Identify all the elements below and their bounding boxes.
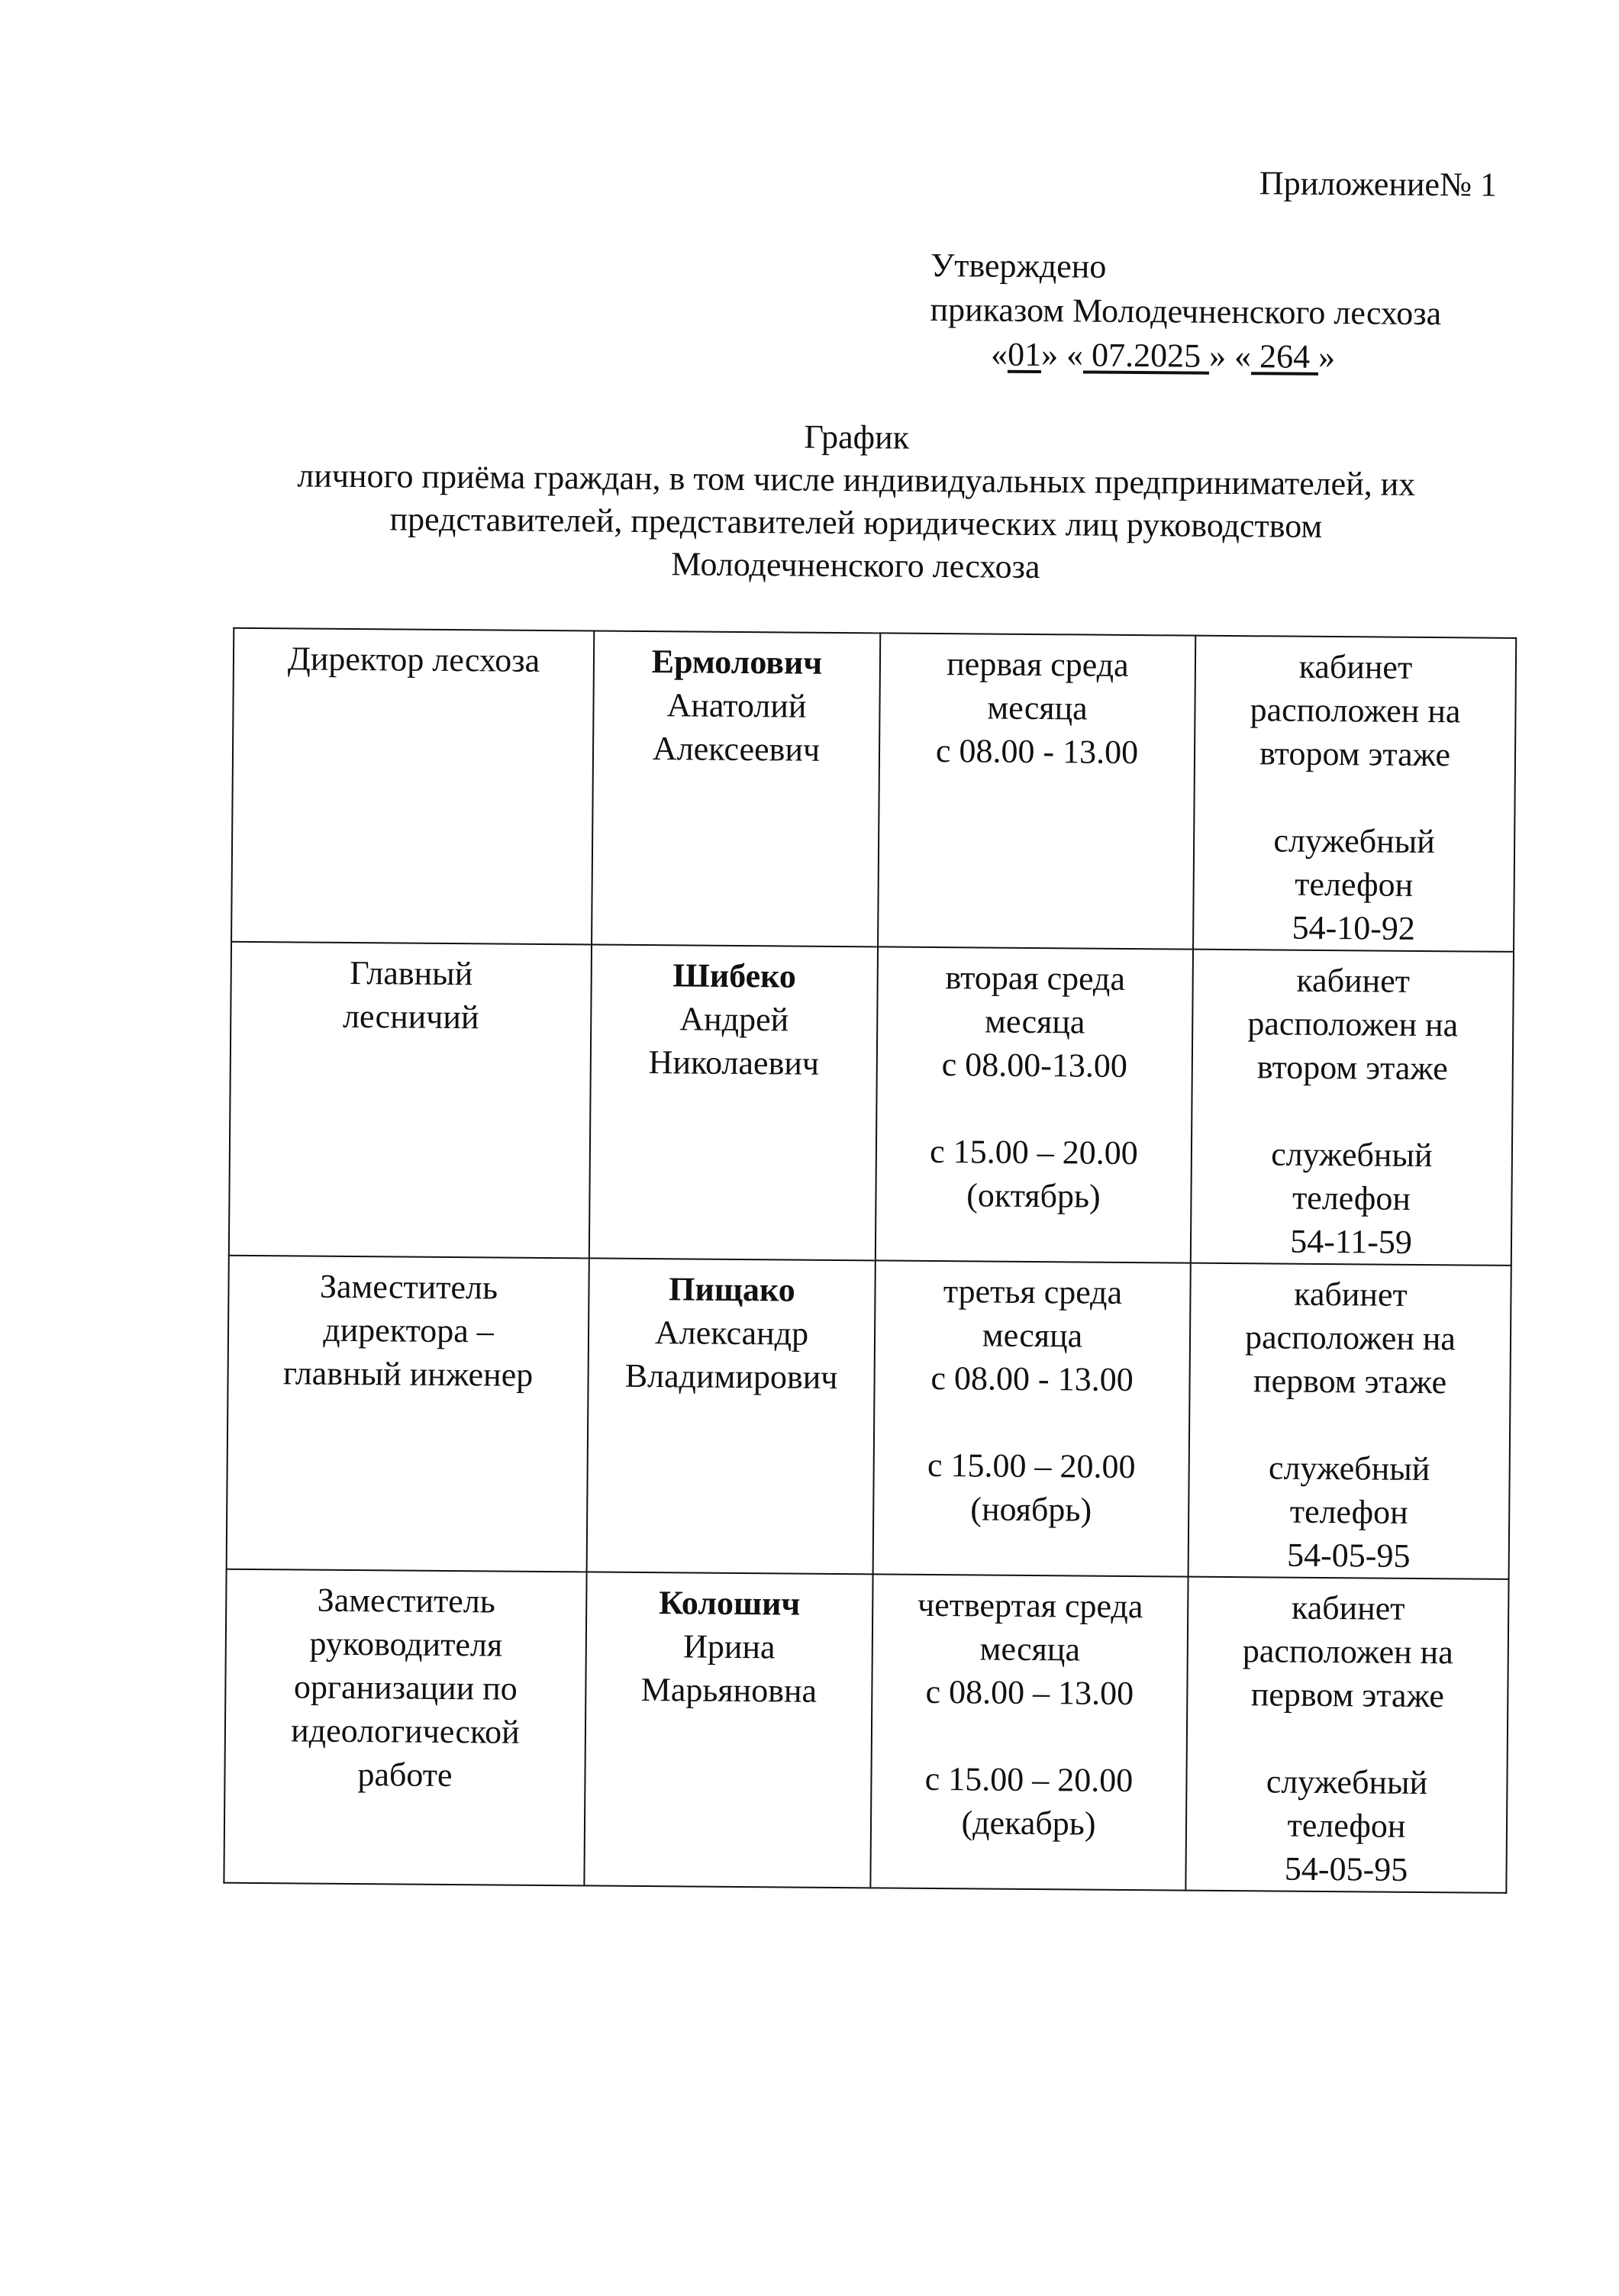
phone-number: 54-05-95 [1286, 1536, 1411, 1575]
annex-label: Приложение№ 1 [1259, 164, 1498, 204]
surname: Колошич [659, 1584, 801, 1623]
surname: Пищако [669, 1270, 795, 1309]
position-cell: Заместитель директора – главный инженер [227, 1256, 589, 1572]
location-cell: кабинет расположен на втором этаже служебный телефон 54-10-92 [1193, 636, 1516, 952]
position-cell: Заместитель руководителя организации по идеологической работе [224, 1569, 586, 1886]
title-line: личного приёма граждан, в том числе индивидуальных предпринимателей, их [297, 456, 1416, 503]
approval-block [930, 243, 1442, 380]
title-line: Молодечненского лесхоза [671, 545, 1040, 586]
table-row [227, 1256, 1511, 1579]
location-cell: кабинет расположен на первом этаже служебный телефон 54-05-95 [1185, 1577, 1508, 1893]
approved-label: Утверждено [930, 246, 1107, 285]
position-cell: Главный лесничий [229, 942, 592, 1259]
table-row [224, 1569, 1508, 1893]
order-date-number: «01» « 07.2025 » « 264 » [990, 335, 1336, 376]
phone-number: 54-11-59 [1289, 1222, 1413, 1261]
position-cell: Директор лесхоза [231, 628, 594, 945]
location-cell: кабинет расположен на втором этаже служебный телефон 54-11-59 [1191, 950, 1514, 1266]
order-month-year: 07.2025 [1091, 336, 1201, 375]
name-cell: Ермолович Анатолий Алексеевич [592, 630, 880, 946]
name-cell: Колошич Ирина Марьяновна [584, 1572, 872, 1888]
table-row [231, 628, 1516, 952]
order-day: 01 [1007, 335, 1042, 374]
name-cell: Шибеко Андрей Николаевич [589, 944, 878, 1260]
phone-number: 54-05-95 [1284, 1849, 1408, 1888]
title-line: представителей, представителей юридических лиц руководством [389, 500, 1323, 545]
table-row [229, 942, 1514, 1266]
location-cell: кабинет расположен на первом этаже служебный телефон 54-05-95 [1188, 1263, 1511, 1579]
time-cell: третья среда месяца с 08.00 - 13.00 с 15.00 – 20.00 (ноябрь) [873, 1260, 1191, 1576]
surname: Ермолович [651, 643, 823, 682]
phone-number: 54-10-92 [1292, 908, 1416, 947]
order-line: приказом Молодечненского лесхоза [930, 290, 1442, 333]
order-number: 264 [1259, 337, 1311, 376]
reception-schedule-table [223, 627, 1517, 1894]
surname: Шибеко [672, 956, 797, 995]
title-heading: График [804, 418, 910, 456]
time-cell: вторая среда месяца с 08.00-13.00 с 15.00 – 20.00 (октябрь) [876, 946, 1193, 1262]
name-cell: Пищако Александр Владимирович [587, 1258, 876, 1574]
time-cell: первая среда месяца с 08.00 - 13.00 [878, 633, 1195, 949]
time-cell: четвертая среда месяца с 08.00 – 13.00 с 15.00 – 20.00 (декабрь) [870, 1574, 1188, 1890]
document-title [180, 411, 1533, 592]
